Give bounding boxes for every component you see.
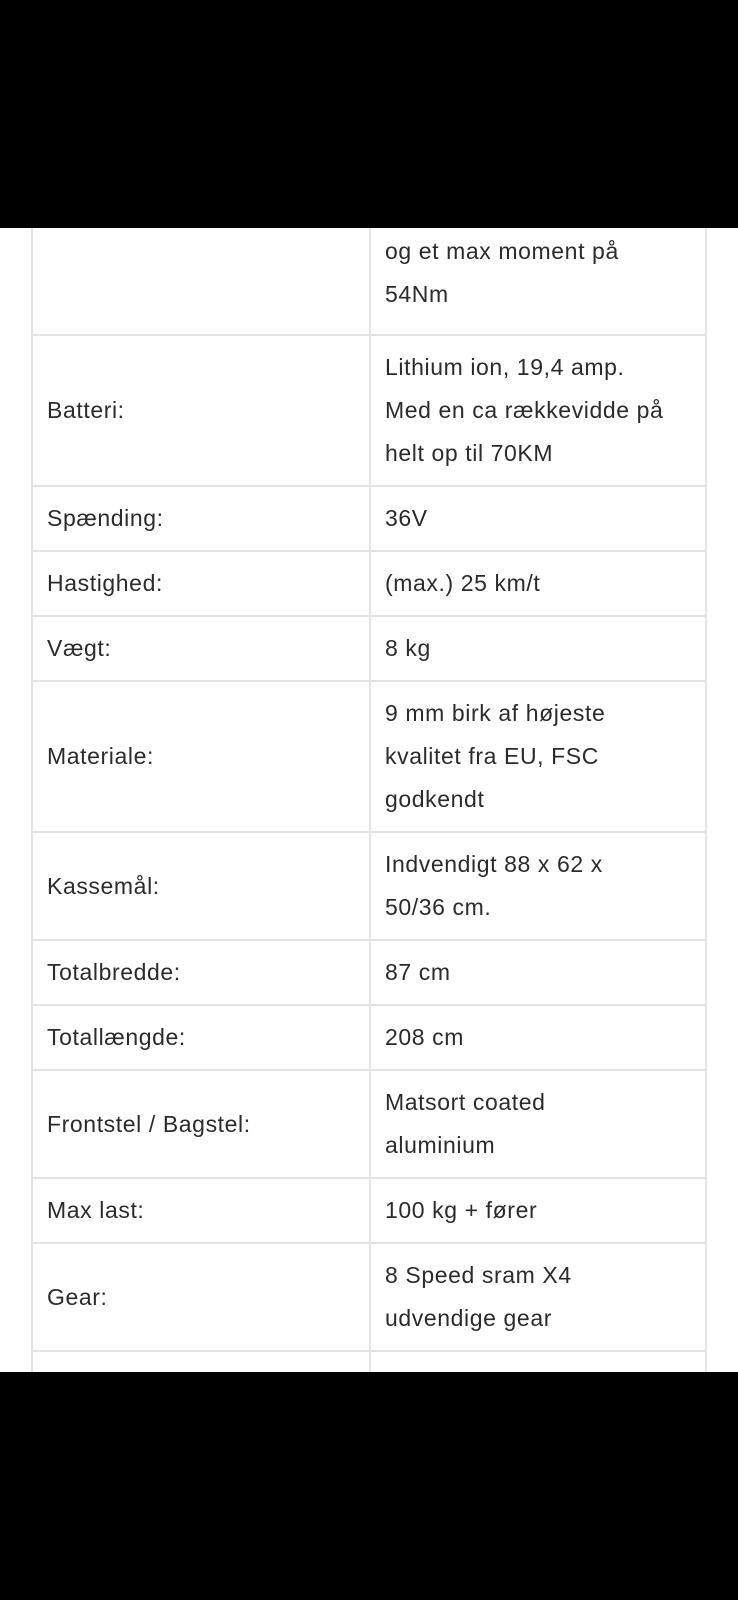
- value-line: Med en ca rækkevidde på: [385, 397, 664, 423]
- page-content: [0, 228, 738, 1372]
- row-label: Hastighed:: [32, 551, 370, 616]
- value-line: Lithium ion, 19,4 amp.: [385, 354, 625, 380]
- row-value: [370, 1005, 706, 1070]
- table-row-max-last: [32, 1178, 706, 1243]
- row-label: Totallængde:: [32, 1005, 370, 1070]
- row-value: [370, 832, 706, 940]
- row-label: Totalbredde:: [32, 940, 370, 1005]
- value-line: (max.) 25 km/t: [385, 570, 541, 596]
- top-black-bar: [0, 0, 738, 228]
- row-label: Vægt:: [32, 616, 370, 681]
- row-label: Materiale:: [32, 681, 370, 832]
- table-row-hastighed: [32, 551, 706, 616]
- value-line: kvalitet fra EU, FSC: [385, 743, 599, 769]
- value-line: 208 cm: [385, 1024, 465, 1050]
- row-value: [370, 335, 706, 486]
- table-row-totallaengde: [32, 1005, 706, 1070]
- value-line: Indvendigt 88 x 62 x: [385, 851, 603, 877]
- value-line: 50/36 cm.: [385, 894, 492, 920]
- value-line: 8 kg: [385, 635, 431, 661]
- table-row-batteri: [32, 335, 706, 486]
- row-label: Frontstel / Bagstel:: [32, 1070, 370, 1178]
- table-row-partial: [32, 228, 706, 335]
- bottom-black-bar: [0, 1372, 738, 1600]
- row-value: [370, 551, 706, 616]
- value-line: aluminium: [385, 1132, 496, 1158]
- value-line: 100 kg + fører: [385, 1197, 538, 1223]
- value-line: godkendt: [385, 786, 485, 812]
- value-line: 36V: [385, 505, 428, 531]
- value-line: udvendige gear: [385, 1305, 552, 1331]
- value-line: 9 mm birk af højeste: [385, 700, 606, 726]
- value-line: helt op til 70KM: [385, 440, 554, 466]
- row-label: Gear:: [32, 1243, 370, 1351]
- table-row-spaending: [32, 486, 706, 551]
- table-row-vaegt: [32, 616, 706, 681]
- table-row-totalbredde: [32, 940, 706, 1005]
- row-label: [32, 228, 370, 335]
- row-label: [32, 1351, 370, 1372]
- table-row-materiale: [32, 681, 706, 832]
- value-line: 87 cm: [385, 959, 451, 985]
- row-label: Batteri:: [32, 335, 370, 486]
- value-line: 8 Speed sram X4: [385, 1262, 572, 1288]
- table-row-kassemaal: [32, 832, 706, 940]
- row-value: [370, 1178, 706, 1243]
- row-value: [370, 486, 706, 551]
- table-row-frontstel: [32, 1070, 706, 1178]
- row-value: [370, 681, 706, 832]
- row-label: Kassemål:: [32, 832, 370, 940]
- table-row-next: [32, 1351, 706, 1372]
- value-line: 54Nm: [385, 281, 449, 307]
- row-value: [370, 940, 706, 1005]
- row-value: [370, 1243, 706, 1351]
- row-value: [370, 1351, 706, 1372]
- value-line: Matsort coated: [385, 1089, 546, 1115]
- row-value: [370, 1070, 706, 1178]
- row-label: Max last:: [32, 1178, 370, 1243]
- row-value: [370, 228, 706, 335]
- value-line: og et max moment på: [385, 238, 619, 264]
- row-label: Spænding:: [32, 486, 370, 551]
- specification-table: [31, 228, 707, 1372]
- row-value: [370, 616, 706, 681]
- table-row-gear: [32, 1243, 706, 1351]
